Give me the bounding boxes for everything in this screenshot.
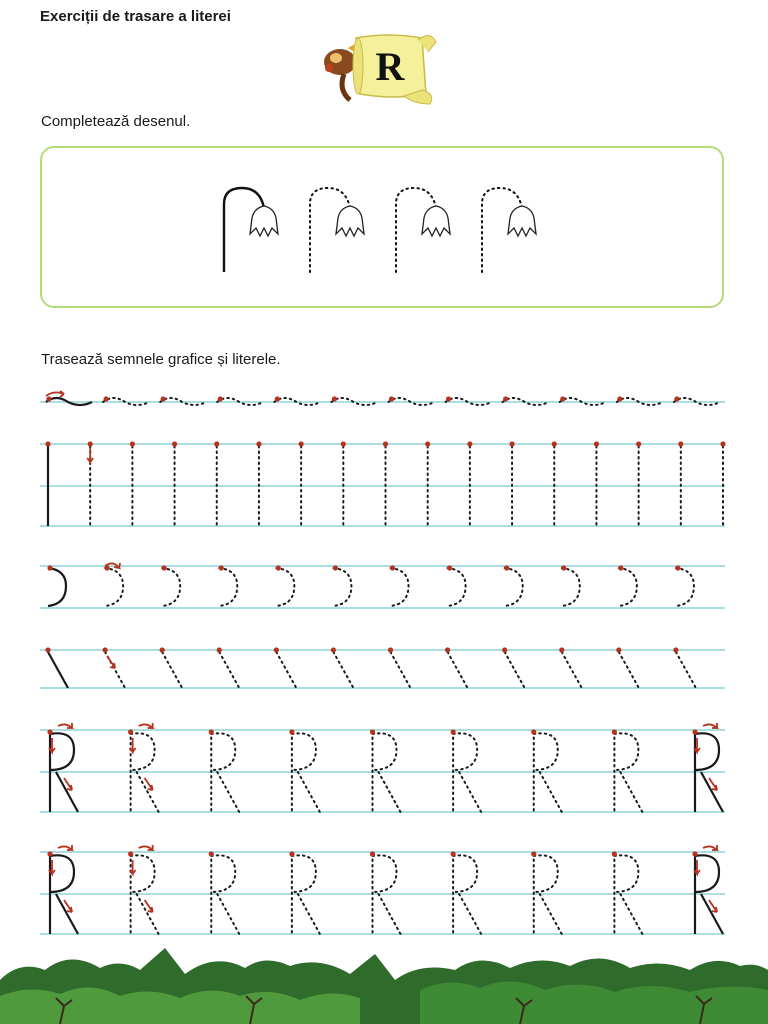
tracing-practice-area (0, 380, 768, 940)
start-dot (561, 565, 566, 570)
diagonal-dotted (562, 652, 582, 688)
start-dot (333, 565, 338, 570)
start-dot (617, 396, 622, 401)
diagonal-dotted (619, 652, 639, 688)
arc-dotted (162, 568, 180, 606)
arc-dotted (333, 568, 351, 606)
direction-arrow (703, 845, 717, 850)
page-title: Exerciții de trasare a literei (40, 8, 231, 25)
start-dot (673, 647, 678, 652)
start-dot (161, 396, 166, 401)
direction-arrow (139, 723, 153, 728)
arc-dotted (619, 568, 637, 606)
letter-scroll-mascot (318, 30, 444, 108)
direction-arrow (107, 656, 115, 668)
start-dot (47, 565, 52, 570)
diagonal-dotted (676, 652, 696, 688)
start-dot (531, 851, 536, 856)
instruction-trace-signs: Trasează semnele grafice și literele. (41, 351, 281, 368)
start-dot (559, 647, 564, 652)
start-dot (467, 441, 472, 446)
direction-arrow (703, 723, 717, 728)
start-dot (451, 851, 456, 856)
start-dot (276, 565, 281, 570)
start-dot (45, 647, 50, 652)
start-dot (370, 729, 375, 734)
start-dot (720, 441, 725, 446)
diagonal-dotted (505, 652, 525, 688)
start-dot (636, 441, 641, 446)
arc-dotted (505, 568, 523, 606)
start-dot (256, 441, 261, 446)
start-dot (383, 441, 388, 446)
start-dot (616, 647, 621, 652)
start-dot (560, 396, 565, 401)
diagonal-dotted (162, 652, 182, 688)
diagonal-dotted (219, 652, 239, 688)
start-dot (331, 647, 336, 652)
diagonal-dotted (276, 652, 296, 688)
direction-arrow (139, 845, 153, 850)
bell-flower-icon (422, 206, 450, 236)
flower-dotted (396, 188, 450, 272)
start-dot (162, 565, 167, 570)
flower-dotted (482, 188, 536, 272)
start-dot (504, 565, 509, 570)
flower-solid (224, 188, 278, 272)
start-dot (503, 396, 508, 401)
arc-dotted (448, 568, 466, 606)
bell-flower-icon (508, 206, 536, 236)
diagonal-dotted (391, 652, 411, 688)
arc-dotted (676, 568, 694, 606)
arc-dotted (391, 568, 409, 606)
start-dot (218, 396, 223, 401)
diagonal-dotted (448, 652, 468, 688)
start-dot (47, 851, 52, 856)
start-dot (451, 729, 456, 734)
direction-arrow (87, 448, 93, 462)
start-dot (502, 647, 507, 652)
start-dot (531, 729, 536, 734)
start-dot (47, 729, 52, 734)
direction-arrow (46, 391, 64, 397)
direction-arrow (58, 723, 72, 728)
flower-figures (42, 148, 726, 310)
start-dot (332, 396, 337, 401)
start-dot (275, 396, 280, 401)
arc-solid (48, 568, 66, 606)
drawing-box (40, 146, 724, 308)
start-dot (594, 441, 599, 446)
start-dot (388, 647, 393, 652)
start-dot (128, 729, 133, 734)
forest-decoration (0, 940, 768, 1024)
start-dot (102, 647, 107, 652)
start-dot (612, 729, 617, 734)
start-dot (219, 565, 224, 570)
start-dot (692, 851, 697, 856)
start-dot (160, 647, 165, 652)
start-dot (445, 647, 450, 652)
start-dot (552, 441, 557, 446)
start-dot (509, 441, 514, 446)
start-dot (447, 565, 452, 570)
start-dot (103, 396, 108, 401)
start-dot (678, 441, 683, 446)
start-dot (341, 441, 346, 446)
start-dot (425, 441, 430, 446)
arc-dotted (276, 568, 294, 606)
start-dot (172, 441, 177, 446)
start-dot (128, 851, 133, 856)
start-dot (130, 441, 135, 446)
diagonal-solid (48, 652, 68, 688)
scroll-letter: R (375, 44, 405, 89)
diagonal-dotted (333, 652, 353, 688)
direction-arrow (58, 845, 72, 850)
bell-flower-icon (250, 206, 278, 236)
arc-dotted (105, 568, 123, 606)
bell-flower-icon (336, 206, 364, 236)
start-dot (675, 565, 680, 570)
flower-dotted (310, 188, 364, 272)
start-dot (88, 441, 93, 446)
start-dot (674, 396, 679, 401)
start-dot (390, 565, 395, 570)
start-dot (289, 729, 294, 734)
start-dot (618, 565, 623, 570)
start-dot (446, 396, 451, 401)
start-dot (46, 396, 51, 401)
start-dot (209, 729, 214, 734)
instruction-complete-drawing: Completează desenul. (41, 113, 191, 130)
start-dot (289, 851, 294, 856)
start-dot (217, 647, 222, 652)
start-dot (692, 729, 697, 734)
start-dot (274, 647, 279, 652)
start-dot (214, 441, 219, 446)
start-dot (370, 851, 375, 856)
start-dot (45, 441, 50, 446)
start-dot (299, 441, 304, 446)
arc-dotted (219, 568, 237, 606)
arc-dotted (562, 568, 580, 606)
start-dot (612, 851, 617, 856)
start-dot (389, 396, 394, 401)
start-dot (209, 851, 214, 856)
